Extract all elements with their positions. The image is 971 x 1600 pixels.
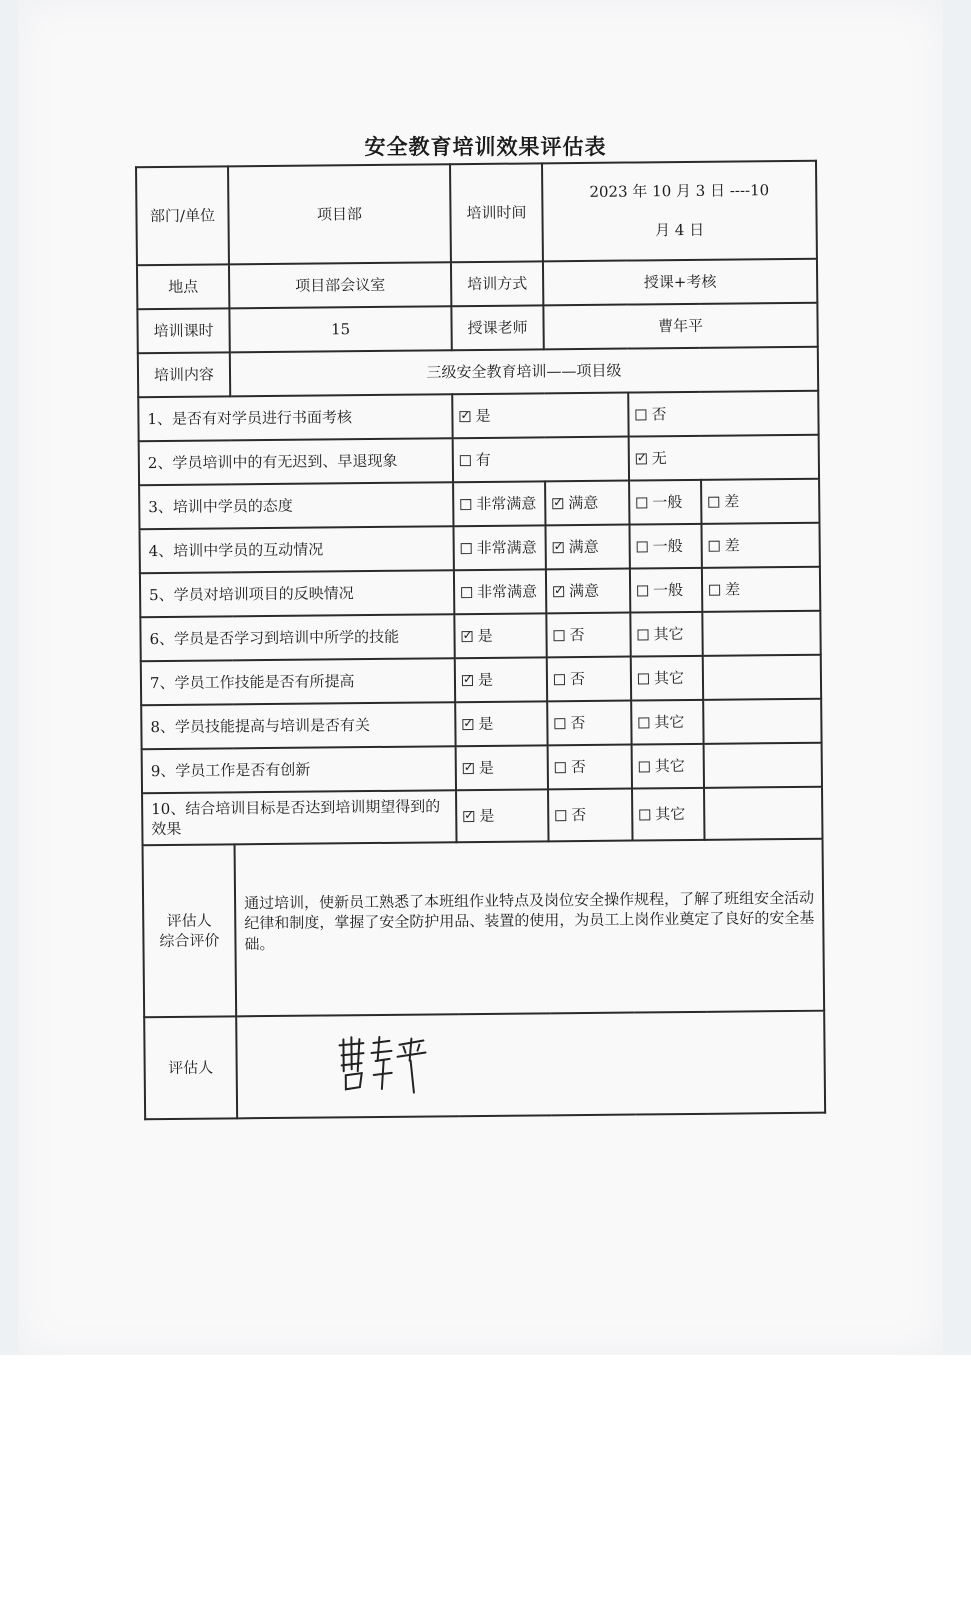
place-label: 地点 bbox=[137, 264, 229, 309]
content-label: 培训内容 bbox=[138, 352, 230, 397]
time-label: 培训时间 bbox=[450, 163, 543, 262]
question-row bbox=[140, 567, 820, 618]
option-label: 一般 bbox=[652, 536, 683, 556]
question-row bbox=[138, 391, 818, 442]
evaluation-label-line2: 综合评价 bbox=[159, 931, 220, 951]
row-dept-time bbox=[136, 161, 817, 266]
option-cell bbox=[546, 569, 630, 614]
place-value: 项目部会议室 bbox=[229, 262, 451, 308]
evaluation-form-table bbox=[135, 160, 826, 1121]
option-label: 其它 bbox=[655, 804, 686, 824]
option-label: 否 bbox=[570, 713, 586, 732]
option-label: 差 bbox=[724, 492, 740, 511]
checkbox-icon[interactable] bbox=[555, 810, 566, 821]
question-row bbox=[140, 611, 820, 662]
checkbox-icon[interactable] bbox=[460, 455, 471, 466]
checkbox-icon[interactable] bbox=[554, 674, 565, 685]
evaluator-signature-cell bbox=[236, 1011, 825, 1119]
option-cell bbox=[453, 525, 545, 570]
method-label: 培训方式 bbox=[451, 261, 543, 306]
option-label: 非常满意 bbox=[477, 582, 538, 601]
hours-value: 15 bbox=[229, 306, 451, 352]
question-text: 4、培训中学员的互动情况 bbox=[140, 526, 454, 573]
handwritten-signature bbox=[333, 1030, 444, 1101]
option-cell bbox=[547, 701, 631, 746]
option-cell bbox=[701, 479, 819, 524]
option-cell bbox=[629, 435, 819, 481]
option-label: 其它 bbox=[654, 712, 685, 732]
time-value bbox=[542, 161, 817, 262]
row-hours-teacher bbox=[137, 303, 817, 354]
option-label: 否 bbox=[569, 669, 586, 688]
option-label: 其它 bbox=[653, 668, 685, 688]
checked-box-icon[interactable] bbox=[461, 631, 472, 642]
checkbox-icon[interactable] bbox=[637, 585, 648, 596]
dept-label: 部门/单位 bbox=[136, 166, 229, 265]
checkbox-icon[interactable] bbox=[639, 761, 650, 772]
checkbox-icon[interactable] bbox=[460, 499, 471, 510]
option-cell bbox=[701, 523, 819, 568]
question-row bbox=[141, 655, 821, 706]
checked-box-icon[interactable] bbox=[552, 498, 563, 509]
option-label: 是 bbox=[479, 806, 495, 825]
option-cell bbox=[546, 613, 630, 658]
option-label: 否 bbox=[571, 805, 587, 824]
checkbox-icon[interactable] bbox=[638, 673, 649, 684]
option-cell bbox=[702, 567, 820, 612]
option-label: 其它 bbox=[654, 756, 685, 776]
option-cell bbox=[629, 480, 701, 525]
option-cell bbox=[631, 700, 703, 745]
content-value: 三级安全教育培训——项目级 bbox=[230, 347, 818, 397]
option-label: 非常满意 bbox=[476, 494, 537, 513]
question-row bbox=[142, 743, 822, 794]
checkbox-icon[interactable] bbox=[709, 541, 720, 552]
option-label: 否 bbox=[570, 757, 586, 776]
checked-box-icon[interactable] bbox=[553, 542, 564, 553]
dept-value: 项目部 bbox=[228, 164, 451, 264]
option-cell bbox=[632, 788, 704, 841]
checkbox-icon[interactable] bbox=[636, 497, 647, 508]
checked-box-icon[interactable] bbox=[553, 586, 564, 597]
checkbox-icon[interactable] bbox=[553, 630, 564, 641]
checkbox-icon[interactable] bbox=[637, 629, 648, 640]
checkbox-icon[interactable] bbox=[555, 762, 566, 773]
option-label: 是 bbox=[475, 406, 491, 425]
option-cell bbox=[456, 745, 548, 790]
checked-box-icon[interactable] bbox=[463, 811, 474, 822]
checkbox-icon[interactable] bbox=[461, 543, 472, 554]
option-label: 否 bbox=[651, 405, 667, 424]
checked-box-icon[interactable] bbox=[462, 675, 473, 686]
question-text: 7、学员工作技能是否有所提高 bbox=[141, 658, 455, 705]
checkbox-icon[interactable] bbox=[638, 717, 649, 728]
option-label: 是 bbox=[477, 626, 493, 645]
option-cell bbox=[629, 524, 701, 569]
question-row bbox=[141, 699, 821, 750]
option-cell bbox=[630, 568, 702, 613]
option-cell bbox=[545, 525, 629, 570]
checked-box-icon[interactable] bbox=[463, 763, 474, 774]
option-cell bbox=[630, 612, 702, 657]
option-cell bbox=[632, 744, 704, 789]
question-text: 3、培训中学员的态度 bbox=[139, 482, 453, 529]
option-cell bbox=[548, 745, 632, 790]
option-cell bbox=[453, 437, 629, 483]
option-cell bbox=[628, 391, 818, 437]
option-cell bbox=[545, 481, 629, 526]
option-label: 其它 bbox=[653, 624, 684, 644]
option-label: 一般 bbox=[653, 580, 684, 600]
option-cell bbox=[455, 657, 547, 702]
teacher-value: 曹年平 bbox=[543, 303, 817, 350]
form-title: 安全教育培训效果评估表 bbox=[364, 134, 607, 159]
empty-cell bbox=[704, 743, 822, 788]
hours-label: 培训课时 bbox=[137, 308, 229, 353]
question-text: 5、学员对培训项目的反映情况 bbox=[140, 570, 454, 617]
teacher-label: 授课老师 bbox=[451, 305, 543, 350]
checked-box-icon[interactable] bbox=[459, 411, 470, 422]
option-cell bbox=[454, 569, 546, 614]
option-cell bbox=[547, 657, 631, 702]
checkbox-icon[interactable] bbox=[639, 809, 650, 820]
evaluation-text: 通过培训，使新员工熟悉了本班组作业特点及岗位安全操作规程，了解了班组安全活动纪律和制度，掌握了安全防护用品、装置的使用，为员工上岗作业奠定了良好的安全基础。 bbox=[235, 839, 825, 1017]
option-cell bbox=[453, 481, 545, 526]
empty-cell bbox=[702, 611, 820, 656]
option-label: 满意 bbox=[569, 581, 600, 601]
option-label: 无 bbox=[651, 449, 667, 468]
option-label: 满意 bbox=[568, 537, 599, 557]
option-cell bbox=[452, 393, 628, 439]
method-value: 授课+考核 bbox=[543, 259, 817, 306]
option-cell bbox=[548, 789, 632, 842]
checkbox-icon[interactable] bbox=[635, 409, 646, 420]
empty-cell bbox=[704, 787, 822, 840]
question-row bbox=[139, 435, 819, 486]
row-content bbox=[138, 347, 818, 398]
evaluation-label bbox=[143, 844, 237, 1017]
option-cell bbox=[456, 789, 548, 842]
empty-cell bbox=[703, 699, 821, 744]
question-row bbox=[139, 479, 819, 530]
time-value-line1: 2023 年 10 月 3 日 ----10 bbox=[589, 181, 770, 201]
option-label: 有 bbox=[475, 450, 491, 469]
option-label: 是 bbox=[478, 714, 494, 733]
option-cell bbox=[631, 656, 703, 701]
question-text: 10、结合培训目标是否达到培训期望得到的效果 bbox=[142, 790, 456, 845]
option-label: 满意 bbox=[568, 493, 599, 513]
row-evaluator bbox=[144, 1011, 825, 1120]
question-row bbox=[142, 787, 822, 846]
option-label: 非常满意 bbox=[476, 538, 537, 557]
checkbox-icon[interactable] bbox=[461, 587, 472, 598]
option-label: 否 bbox=[569, 625, 585, 644]
option-label: 是 bbox=[477, 670, 494, 689]
checkbox-icon[interactable] bbox=[554, 718, 565, 729]
time-value-line2: 月 4 日 bbox=[655, 220, 705, 240]
option-label: 是 bbox=[478, 758, 494, 777]
evaluation-label-line1: 评估人 bbox=[166, 911, 212, 930]
evaluator-label: 评估人 bbox=[144, 1016, 237, 1119]
row-evaluation bbox=[143, 839, 825, 1018]
question-text: 1、是否有对学员进行书面考核 bbox=[138, 394, 452, 441]
question-text: 8、学员技能提高与培训是否有关 bbox=[141, 702, 455, 749]
checkbox-icon[interactable] bbox=[708, 497, 719, 508]
question-row bbox=[140, 523, 820, 574]
option-cell bbox=[455, 701, 547, 746]
empty-cell bbox=[703, 655, 821, 700]
checked-box-icon[interactable] bbox=[462, 719, 473, 730]
checkbox-icon[interactable] bbox=[637, 541, 648, 552]
option-cell bbox=[454, 613, 546, 658]
checkbox-icon[interactable] bbox=[709, 585, 720, 596]
option-label: 差 bbox=[725, 580, 741, 599]
question-text: 2、学员培训中的有无迟到、早退现象 bbox=[139, 438, 453, 485]
option-label: 一般 bbox=[652, 492, 683, 512]
row-place-method bbox=[137, 259, 817, 310]
question-text: 9、学员工作是否有创新 bbox=[142, 746, 456, 793]
question-text: 6、学员是否学习到培训中所学的技能 bbox=[140, 614, 454, 661]
option-label: 差 bbox=[724, 536, 740, 555]
checked-box-icon[interactable] bbox=[636, 453, 647, 464]
